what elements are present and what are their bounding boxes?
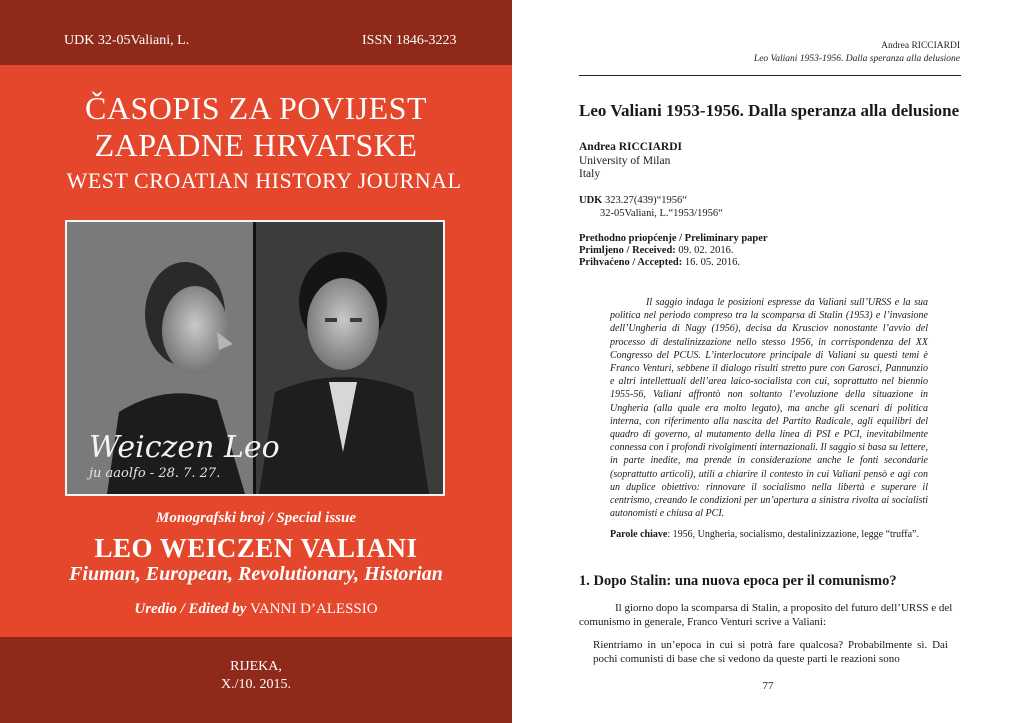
paper-info <box>579 233 768 269</box>
editor-name: VANNI D’ALESSIO <box>249 601 378 617</box>
issue-name: LEO WEICZEN VALIANI <box>94 533 418 563</box>
received-date: 09. 02. 2016. <box>678 245 734 256</box>
publication-city: RIJEKA, <box>230 659 282 674</box>
article-title: Leo Valiani 1953-1956. Dalla speranza alla delusione <box>579 101 960 120</box>
page-number: 77 <box>762 680 774 692</box>
cover-udk: UDK 32-05Valiani, L. <box>64 33 190 48</box>
cover-title-line1: ČASOPIS ZA POVIJEST <box>84 90 427 126</box>
paper-type: Prethodno priopćenje / Preliminary paper <box>579 233 768 244</box>
section-heading: 1. Dopo Stalin: una nuova epoca per il comunismo? <box>579 573 897 589</box>
udk-code-2: 32-05Valiani, L.“1953/1956“ <box>600 208 723 219</box>
accepted-date: 16. 05. 2016. <box>684 257 740 268</box>
keywords <box>610 528 928 541</box>
keywords-list: : 1956, Ungheria, socialismo, destalinizzazione, legge “truffa”. <box>667 529 919 540</box>
running-head-author: Andrea RICCIARDI <box>881 41 960 51</box>
article-page <box>512 0 1024 723</box>
received-label: Primljeno / Received: <box>579 245 676 256</box>
author-country: Italy <box>579 168 601 180</box>
cover-title-line2: ZAPADNE HRVATSKE <box>94 127 418 163</box>
photo-caption-date: ju aaolfo - 28. 7. 27. <box>89 466 221 481</box>
udk-code-1: 323.27(439)“1956“ <box>604 195 687 206</box>
cover-issn: ISSN 1846-3223 <box>362 33 457 48</box>
author-affiliation: University of Milan <box>579 154 671 167</box>
issue-label: Monografski broj / Special issue <box>155 510 357 526</box>
cover-photo <box>65 220 445 496</box>
editor-line <box>0 601 512 618</box>
accepted-label: Prihvaćeno / Accepted: <box>579 257 683 268</box>
issue-subtitle: Fiuman, European, Revolutionary, Historian <box>69 563 443 585</box>
udk-block <box>579 194 723 220</box>
header-rule <box>579 75 961 76</box>
keywords-label: Parole chiave <box>610 529 668 540</box>
abstract: Il saggio indaga le posizioni espresse da Valiani sull’URSS e la sua politica nel periodo compreso tra la scomparsa di Stalin (1953) e l’invasione dell’Ungheria di Nagy (1956), decisa da Kruscìov nonostante l’avvio del processo di destalinizzazione nello stesso 1956, in corrispondenza del XX Congresso del PCUS. L’interlocutore principale di Valiani su questi temi è Franco Venturi, sebbene il dialogo risulti stretto pure con Garosci, Pannunzio e altri intellettuali dell’area laico-socialista con cui, soprattutto nel biennio 1955-56, Valiani affrontò non soltanto l’evoluzione della situazione in Ungheria (alla quale era molto legato), ma anche gli scenari di politica interna, con riferimento alla nascita del Partito Radicale, agli equilibri del quadro di governo, al mutamento della linea di PSI e PCI, inevitabilmente connessa con i profondi rivolgimenti internazionali. Il saggio si basa su lettere, in parte inedite, ma prende in considerazione anche le fonti secondarie (soprattutto articoli), utili a chiarire il contesto in cui Valiani pensò e agì con un duplice obiettivo: rinnovare il socialismo nella libertà e superare il centrismo, creando le condizioni per un’apertura a sinistra rivolta ai socialisti autonomisti e chiusa al PCI. <box>610 297 928 520</box>
udk-label: UDK <box>579 195 603 206</box>
publication-date: X./10. 2015. <box>221 677 291 692</box>
author-block <box>579 141 682 182</box>
photo-caption: Weiczen Leo <box>89 430 280 465</box>
body-paragraph: Il giorno dopo la scomparsa di Stalin, a proposito del futuro dell’URSS e del comunismo in generale, Franco Venturi scrive a Valiani: <box>579 602 953 628</box>
cover-title-english: WEST CROATIAN HISTORY JOURNAL <box>66 168 462 193</box>
block-quote: Rientriamo in un’epoca in cui si potrà fare qualcosa? Probabilmente sì. Dai pochi comunisti di base che si vedono da queste parti le reazioni sono <box>593 639 948 665</box>
editor-label: Uredio / Edited by <box>134 601 247 617</box>
running-head-title: Leo Valiani 1953-1956. Dalla speranza alla delusione <box>753 54 960 64</box>
author-name: Andrea RICCIARDI <box>579 141 682 153</box>
publication-place <box>0 658 512 694</box>
